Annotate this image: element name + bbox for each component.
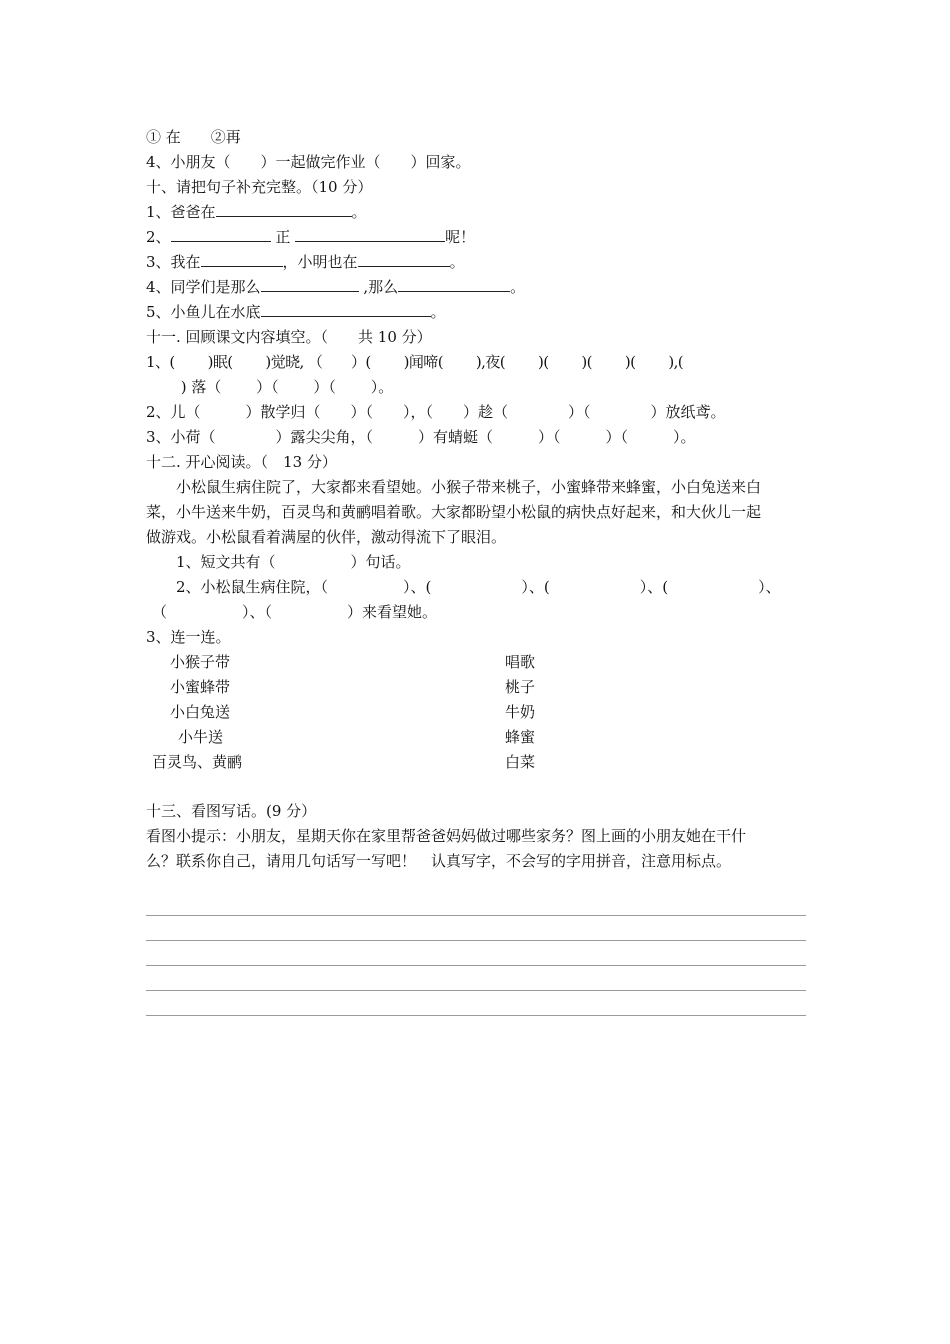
sentence-item: 1、爸爸在 。 <box>146 203 367 221</box>
passage-line: 菜，小牛送来牛奶，百灵鸟和黄鹂唱着歌。大家都盼望小松鼠的病快点好起来，和大伙儿一起 <box>146 503 762 521</box>
fill-line: 3、小荷（ ）露尖尖角，（ ）有蜻蜓（ ）（ ）（ ）。 <box>146 428 696 446</box>
question-item: 3、连一连。 <box>146 628 231 646</box>
match-left-item[interactable]: 小白兔送 <box>170 703 231 721</box>
match-left-item[interactable]: 百灵鸟、黄鹂 <box>152 753 243 771</box>
match-left-item[interactable]: 小蜜蜂带 <box>170 678 231 696</box>
section-title: 十一. 回顾课文内容填空。（ 共 10 分） <box>146 328 432 346</box>
writing-line[interactable] <box>146 1015 806 1016</box>
question-item: 1、短文共有（ ）句话。 <box>176 553 411 571</box>
match-right-item[interactable]: 唱歌 <box>505 653 536 671</box>
question-item: 2、小松鼠生病住院，（ ）、( ）、( ）、( ）、 <box>176 578 781 596</box>
answer-blank[interactable] <box>295 227 445 242</box>
answer-blank[interactable] <box>261 277 359 292</box>
answer-blank[interactable] <box>201 252 283 267</box>
question-item: （ ）、（ ）来看望她。 <box>152 603 438 621</box>
sentence-item: 4、同学们是那么 ,那么 。 <box>146 278 526 296</box>
answer-blank[interactable] <box>398 277 510 292</box>
fill-line: ) 落（ ）（ ）（ ）。 <box>146 378 394 396</box>
match-left-item[interactable]: 小猴子带 <box>170 653 231 671</box>
writing-line[interactable] <box>146 940 806 941</box>
answer-blank[interactable] <box>358 252 450 267</box>
match-right-item[interactable]: 桃子 <box>505 678 536 696</box>
section-title: 十三、看图写话。(9 分） <box>146 802 317 820</box>
sentence-item: 2、 正 呢！ <box>146 228 476 246</box>
hint-line: 看图小提示：小朋友，星期天你在家里帮爸爸妈妈做过哪些家务？图上画的小朋友她在干什 <box>146 827 747 845</box>
fill-line: 2、儿（ ）散学归（ ）（ ），（ ）趁（ ）（ ）放纸鸢。 <box>146 403 726 421</box>
match-left-item[interactable]: 小牛送 <box>178 728 224 746</box>
option-line: ① 在 ②再 <box>146 128 241 146</box>
answer-blank[interactable] <box>171 227 271 242</box>
sentence-item: 5、小鱼儿在水底 。 <box>146 303 446 321</box>
sentence-item: 3、我在 ，小明也在 。 <box>146 253 465 271</box>
match-right-item[interactable]: 蜂蜜 <box>505 728 536 746</box>
section-title: 十二. 开心阅读。（ 13 分） <box>146 453 337 471</box>
section-title: 十、请把句子补充完整。（10 分） <box>146 178 373 196</box>
match-right-item[interactable]: 牛奶 <box>505 703 536 721</box>
passage-line: 小松鼠生病住院了，大家都来看望她。小猴子带来桃子，小蜜蜂带来蜂蜜，小白兔送来白 <box>176 478 762 496</box>
question-item: 4、小朋友（ ）一起做完作业（ ）回家。 <box>146 153 471 171</box>
writing-line[interactable] <box>146 915 806 916</box>
hint-line: 么？联系你自己，请用几句话写一写吧！ 认真写字，不会写的字用拼音，注意用标点。 <box>146 852 732 870</box>
answer-blank[interactable] <box>261 302 431 317</box>
writing-line[interactable] <box>146 990 806 991</box>
writing-line[interactable] <box>146 965 806 966</box>
passage-line: 做游戏。小松鼠看着满屋的伙伴，激动得流下了眼泪。 <box>146 528 507 546</box>
answer-blank[interactable] <box>216 202 352 217</box>
match-right-item[interactable]: 白菜 <box>505 753 536 771</box>
fill-line: 1、( )眠( )觉晓, （ ）( )闻啼( ),夜( )( )( )( ),( <box>146 353 684 371</box>
